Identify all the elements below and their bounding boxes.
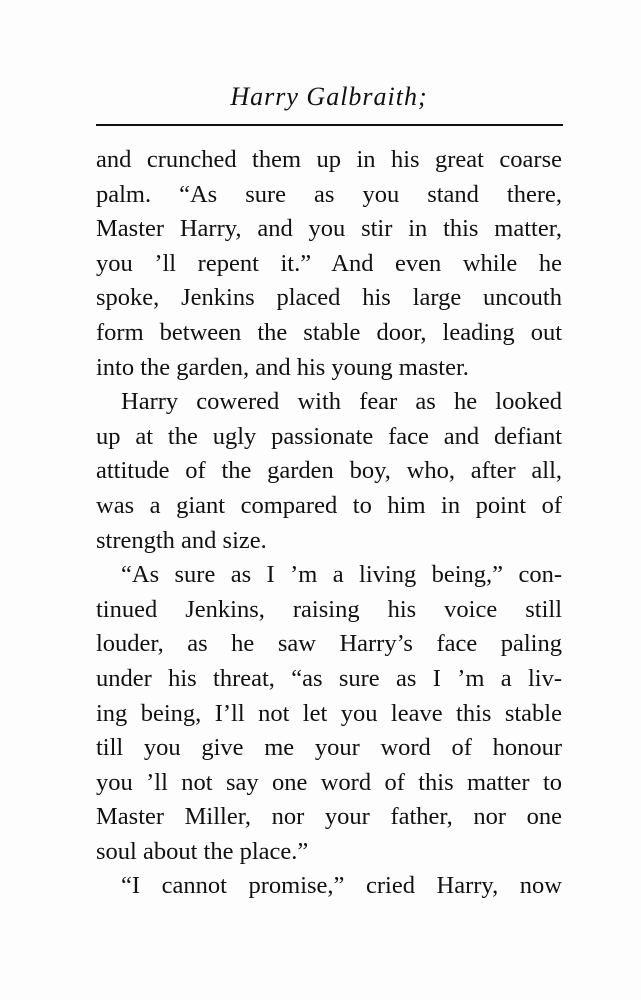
- body-text: [96, 143, 562, 904]
- text-line: tinued Jenkins, raising his voice still: [96, 595, 562, 623]
- header-rule: [96, 124, 563, 126]
- text-line: you ’ll not say one word of this matter to: [96, 768, 562, 796]
- text-line: under his threat, “as sure as I ’m a liv-: [96, 664, 562, 692]
- text-line: attitude of the garden boy, who, after all,: [96, 457, 562, 485]
- text-line: louder, as he saw Harry’s face paling: [96, 630, 562, 658]
- text-line: was a giant compared to him in point of: [96, 491, 562, 519]
- text-line: and crunched them up in his great coarse: [96, 146, 562, 173]
- text-line: Harry cowered with fear as he looked: [121, 388, 562, 416]
- text-line: form between the stable door, leading out: [96, 318, 562, 346]
- text-line: “I cannot promise,” cried Harry, now: [121, 872, 562, 900]
- running-title: Harry Galbraith;: [230, 82, 428, 111]
- text-line: palm. “As sure as you stand there,: [96, 180, 562, 208]
- text-line: you ’ll repent it.” And even while he: [96, 249, 562, 277]
- text-line: Master Harry, and you stir in this matter,: [96, 215, 562, 243]
- text-line: Master Miller, nor your father, nor one: [96, 803, 562, 831]
- text-line: spoke, Jenkins placed his large uncouth: [96, 284, 562, 312]
- text-line: till you give me your word of honour: [96, 734, 562, 762]
- text-line: ing being, I’ll not let you leave this stable: [96, 699, 562, 727]
- text-line: strength and size.: [96, 526, 267, 554]
- text-line: into the garden, and his young master.: [96, 353, 469, 381]
- text-line: up at the ugly passionate face and defiant: [96, 422, 562, 450]
- text-line: “As sure as I ’m a living being,” con-: [121, 561, 562, 589]
- text-line: soul about the place.”: [96, 837, 309, 865]
